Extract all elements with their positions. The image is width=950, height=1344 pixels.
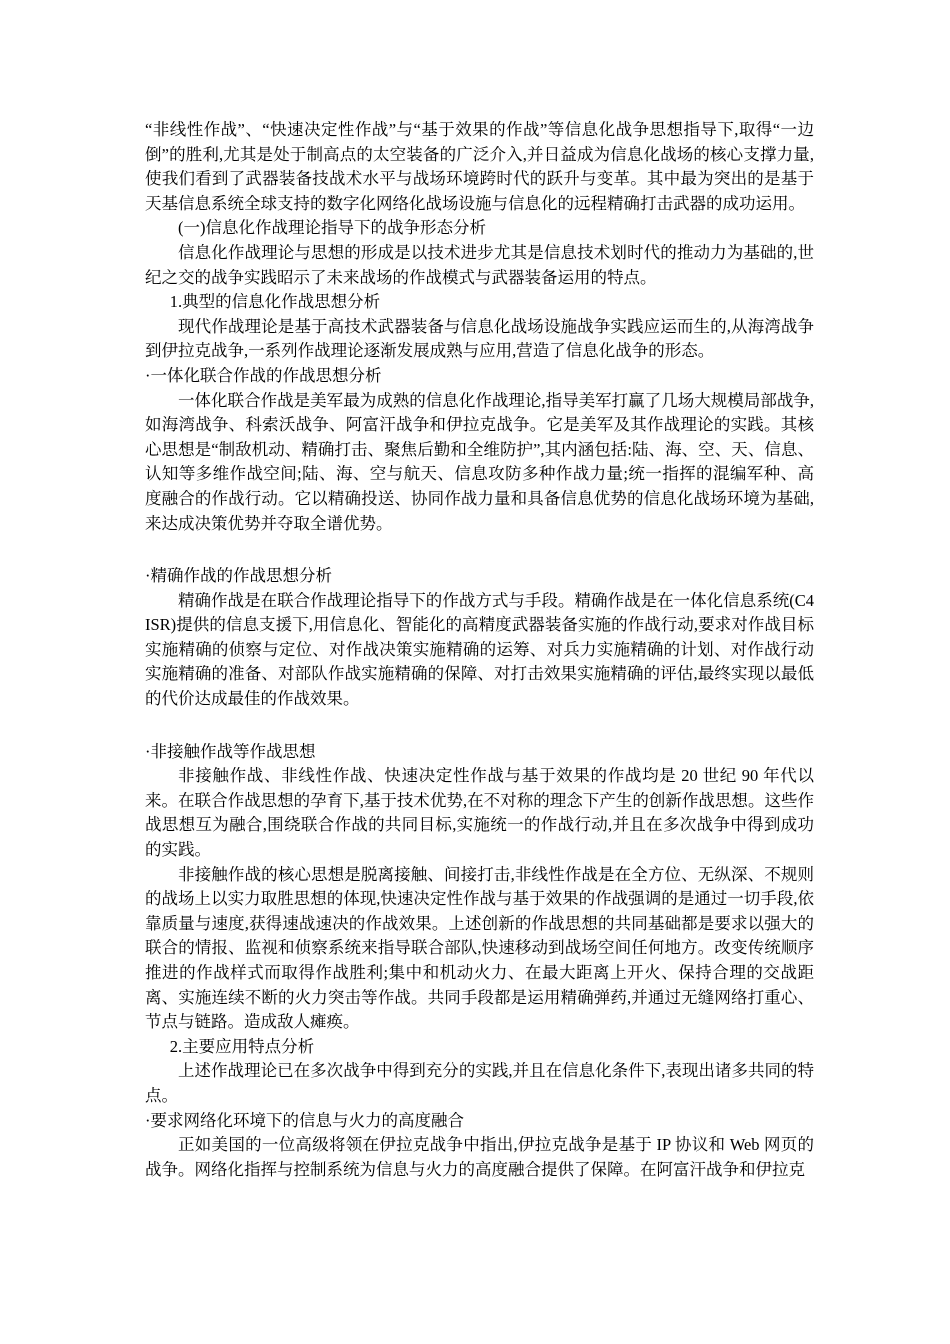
numbered-heading: 2.主要应用特点分析 (169, 1036, 315, 1056)
body-paragraph: 信息化作战理论与思想的形成是以技术进步尤其是信息技术划时代的推动力为基础的,世纪之交的战争实践昭示了未来战场的作战模式与武器装备运用的特点。 (145, 242, 814, 287)
numbered-heading: 1.典型的信息化作战思想分析 (169, 292, 381, 312)
body-paragraph: 上述作战理论已在多次战争中得到充分的实践,并且在信息化条件下,表现出诸多共同的特点。 (145, 1061, 814, 1105)
body-paragraph: “非线性作战”、“快速决定性作战”与“基于效果的作战”等信息化战争思想指导下,取得“一边倒”的胜利,尤其是处于制高点的太空装备的广泛介入,并日益成为信息化战场的核心支撑力量,使我们看到了武器装备技战术水平与战场环境跨时代的跃升与变革。其中最为突出的是基于天基信息系统全球支持的数字化网络化战场设施与信息化的远程精确打击武器的成功运用。 (145, 120, 814, 213)
body-paragraph: 现代作战理论是基于高技术武器装备与信息化战场设施战争实践应运而生的,从海湾战争到伊拉克战争,一系列作战理论逐渐发展成熟与应用,营造了信息化战争的形态。 (145, 316, 814, 361)
bullet-heading: ·要求网络化环境下的信息与火力的高度融合 (145, 1110, 464, 1130)
body-paragraph: 非接触作战的核心思想是脱离接触、间接打击,非线性作战是在全方位、无纵深、不规则的战场上以实力取胜思想的体现,快速决定性作战与基于效果的作战强调的是通过一切手段,依靠质量与速度,获得速战速决的作战效果。上述创新的作战思想的共同基础都是要求以强大的联合的情报、监视和侦察系统来指导联合部队,快速移动到战场空间任何地方。改变传统顺序推进的作战样式而取得作战胜利;集中和机动火力、在最大距离上开火、保持合理的交战距离、实施连续不断的火力突击等作战。共同手段都是运用精确弹药,并通过无缝网络打重心、节点与链路。造成敌人瘫痪。 (145, 864, 814, 1032)
section-heading: (一)信息化作战理论指导下的战争形态分析 (178, 218, 486, 238)
body-paragraph: 非接触作战、非线性作战、快速决定性作战与基于效果的作战均是 20 世纪 90 年代以来。在联合作战思想的孕育下,基于技术优势,在不对称的理念下产生的创新作战思想。这些作战思想互为融合,围绕联合作战的共同目标,实施统一的作战行动,并且在多次战争中得到成功的实践。 (145, 766, 814, 860)
body-paragraph: 精确作战是在联合作战理论指导下的作战方式与手段。精确作战是在一体化信息系统(C4ISR)提供的信息支援下,用信息化、智能化的高精度武器装备实施的作战行动,要求对作战目标实施精确的侦察与定位、对作战决策实施精确的运筹、对兵力实施精确的计划、对作战行动实施精确的准备、对部队作战实施精确的保障、对打击效果实施精确的评估,最终实现以最低的代价达成最佳的作战效果。 (145, 590, 814, 709)
body-paragraph: 一体化联合作战是美军最为成熟的信息化作战理论,指导美军打赢了几场大规模局部战争,如海湾战争、科索沃战争、阿富汗战争和伊拉克战争。它是美军及其作战理论的实践。其核心思想是“制敌机动、精确打击、聚焦后勤和全维防护”,其内涵包括:陆、海、空、天、信息、认知等多维作战空间;陆、海、空与航天、信息攻防多种作战力量;统一指挥的混编军种、高度融合的作战行动。它以精确投送、协同作战力量和具备信息优势的信息化战场环境为基础,来达成决策优势并夺取全谱优势。 (145, 390, 814, 533)
bullet-heading: ·精确作战的作战思想分析 (145, 566, 332, 586)
bullet-heading: ·非接触作战等作战思想 (145, 741, 316, 761)
body-paragraph: 正如美国的一位高级将领在伊拉克战争中指出,伊拉克战争是基于 IP 协议和 Web 网页的战争。网络化指挥与控制系统为信息与火力的高度融合提供了保障。在阿富汗战争和伊拉克 (145, 1135, 814, 1179)
bullet-heading: ·一体化联合作战的作战思想分析 (145, 365, 382, 385)
